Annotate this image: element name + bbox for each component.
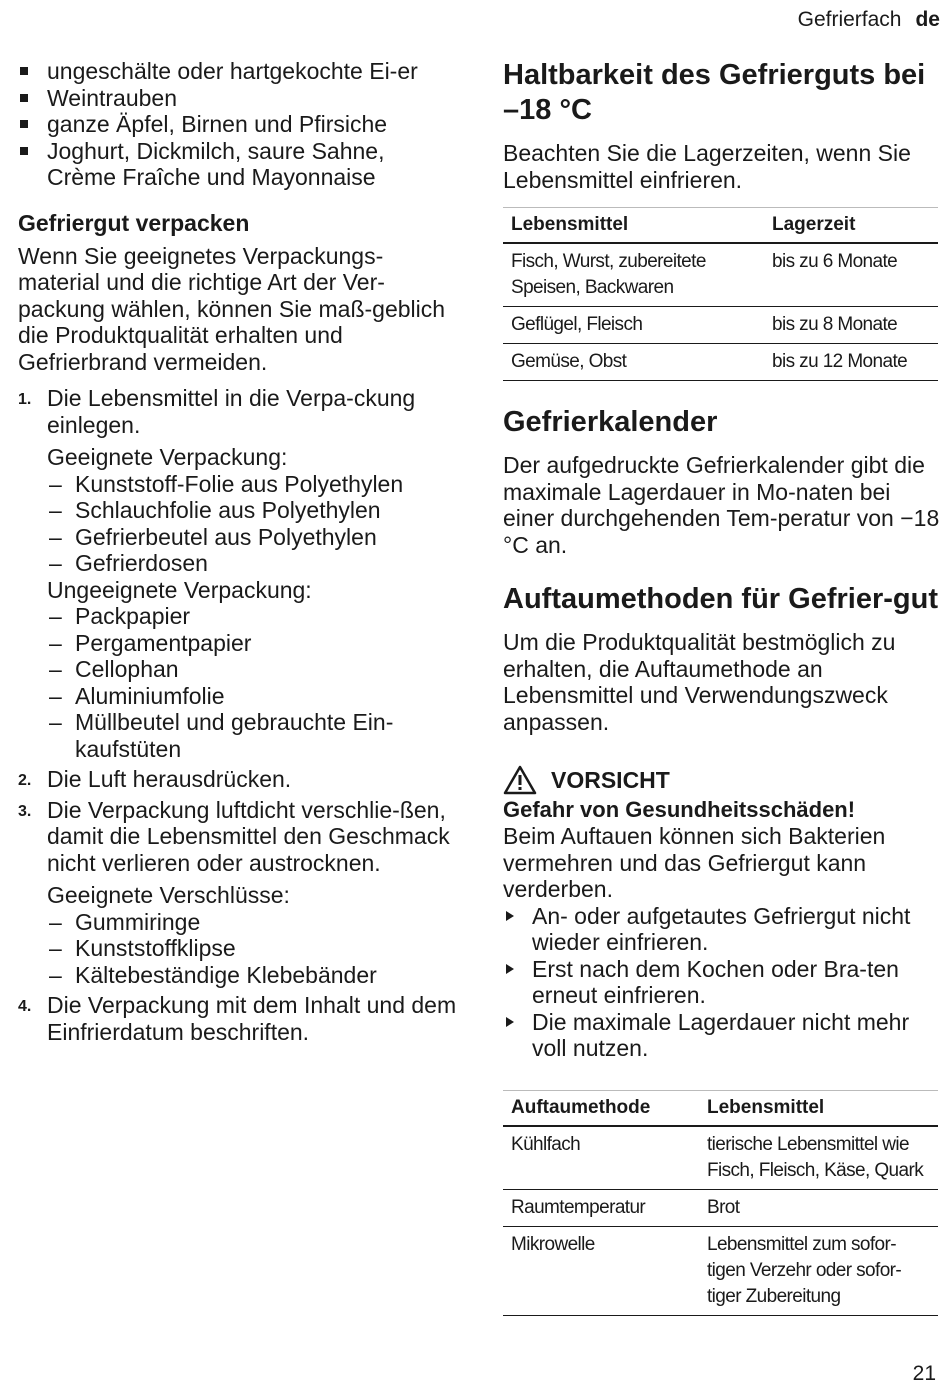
step-3 (18, 797, 458, 989)
table-cell: Lebensmittel zum sofor-tigen Verzehr oder sofor-tiger Zubereitung (699, 1226, 938, 1315)
list-item: ganze Äpfel, Birnen und Pfirsiche (18, 111, 458, 138)
unsuitable-list (47, 603, 458, 762)
warning-action-list (503, 903, 940, 1062)
left-column (18, 58, 458, 1049)
table-header-row (503, 1090, 938, 1126)
table-row (503, 344, 938, 381)
verpacken-paragraph: Wenn Sie geeignetes Verpackungs-material und die richtige Art der Ver-packung wählen, können Sie maß-geblich die Produktqualität erhalten und Gefrierbrand vermeiden. (18, 242, 446, 375)
closures-label: Geeignete Verschlüsse: (47, 882, 290, 908)
list-item: – Cellophan (47, 656, 458, 683)
table-row (503, 1226, 938, 1315)
list-item: Die maximale Lagerdauer nicht mehr voll nutzen. (503, 1009, 940, 1062)
list-item: ungeschälte oder hartgekochte Ei-er (18, 58, 458, 85)
step-text: Die Verpackung mit dem Inhalt und dem Einfrierdatum beschriften. (47, 992, 457, 1045)
warning-paragraph: Beim Auftauen können sich Bakterien vermehren und das Gefriergut kann verderben. (503, 823, 886, 902)
kalender-paragraph: Der aufgedruckte Gefrierkalender gibt die maximale Lagerdauer in Mo-naten bei einer durchgehenden Tem-peratur von −18 °C an. (503, 452, 940, 558)
table-cell: Kühlfach (503, 1126, 699, 1190)
table-row (503, 307, 938, 344)
header-section: Gefrierfach (797, 8, 902, 31)
list-item: – Kältebeständige Klebebänder (47, 962, 458, 989)
step-1 (18, 385, 458, 762)
step-text: Die Luft herausdrücken. (47, 766, 292, 792)
table-cell: Fisch, Wurst, zubereitete Speisen, Backwaren (503, 243, 764, 307)
food-bullet-list (18, 58, 458, 191)
list-item: – Aluminiumfolie (47, 683, 458, 710)
table-row (503, 243, 938, 307)
table-cell: bis zu 12 Monate (764, 344, 938, 381)
table-cell: Gemüse, Obst (503, 344, 764, 381)
verpacken-heading: Gefriergut verpacken (18, 209, 250, 236)
step-number: 4. (18, 998, 32, 1015)
column-header: Lebensmittel (503, 208, 764, 244)
column-header: Lagerzeit (764, 208, 938, 244)
header-language: de (915, 8, 940, 31)
list-item: – Pergamentpapier (47, 630, 458, 657)
closures-list (47, 909, 458, 989)
list-item: – Packpapier (47, 603, 458, 630)
warning-label: VORSICHT (551, 766, 670, 793)
list-item: Erst nach dem Kochen oder Bra-ten erneut einfrieren. (503, 956, 940, 1009)
suitable-list (47, 471, 458, 577)
table-row (503, 1189, 938, 1226)
table-cell: tierische Lebensmittel wie Fisch, Fleisch, Käse, Quark (699, 1126, 938, 1190)
storage-time-table (503, 207, 938, 381)
page-header (798, 8, 940, 32)
list-item: Weintrauben (18, 85, 458, 112)
list-item: – Müllbeutel und gebrauchte Ein-kaufstüten (47, 709, 458, 762)
list-item: – Kunststoffklipse (47, 935, 458, 962)
column-header: Auftaumethode (503, 1090, 699, 1126)
warning-triangle-icon (503, 765, 537, 795)
packing-steps (18, 385, 458, 1045)
step-text: Die Lebensmittel in die Verpa-ckung einlegen. (47, 385, 416, 438)
suitable-label: Geeignete Verpackung: (47, 444, 288, 470)
list-item: – Gefrierdosen (47, 550, 458, 577)
kalender-heading: Gefrierkalender (503, 406, 718, 438)
warning-header (503, 765, 940, 795)
thaw-method-table (503, 1090, 938, 1316)
auftau-paragraph: Um die Produktqualität bestmöglich zu erhalten, die Auftaumethode an Lebensmittel und Verwendungszweck anpassen. (503, 629, 896, 735)
list-item: – Schlauchfolie aus Polyethylen (47, 497, 458, 524)
step-number: 2. (18, 772, 32, 789)
step-number: 1. (18, 391, 32, 408)
warning-subtitle: Gefahr von Gesundheitsschäden! (503, 797, 856, 822)
step-4 (18, 992, 458, 1045)
list-item: – Kunststoff-Folie aus Polyethylen (47, 471, 458, 498)
table-row (503, 1126, 938, 1190)
table-cell: Brot (699, 1189, 938, 1226)
step-number: 3. (18, 802, 32, 820)
table-cell: Mikrowelle (503, 1226, 699, 1315)
table-cell: bis zu 8 Monate (764, 307, 938, 344)
table-cell: bis zu 6 Monate (764, 243, 938, 307)
auftau-heading: Auftaumethoden für Gefrier-gut (503, 583, 938, 615)
haltbarkeit-paragraph: Beachten Sie die Lagerzeiten, wenn Sie Lebensmittel einfrieren. (503, 140, 911, 193)
step-text: Die Verpackung luftdicht verschlie-ßen, damit die Lebensmittel den Geschmack nicht verlieren oder austrocknen. (47, 796, 450, 876)
list-item: An- oder aufgetautes Gefriergut nicht wieder einfrieren. (503, 903, 940, 956)
unsuitable-label: Ungeeignete Verpackung: (47, 576, 312, 603)
step-2 (18, 766, 458, 793)
page-number: 21 (912, 1362, 936, 1385)
table-cell: Raumtemperatur (503, 1189, 699, 1226)
table-header-row (503, 208, 938, 244)
list-item: – Gummiringe (47, 909, 458, 936)
list-item: – Gefrierbeutel aus Polyethylen (47, 524, 458, 551)
list-item: Joghurt, Dickmilch, saure Sahne, Crème Fraîche und Mayonnaise (18, 138, 458, 191)
right-column (503, 58, 940, 1316)
column-header: Lebensmittel (699, 1090, 938, 1126)
table-cell: Geflügel, Fleisch (503, 307, 764, 344)
haltbarkeit-heading: Haltbarkeit des Gefrierguts bei –18 °C (503, 59, 926, 126)
